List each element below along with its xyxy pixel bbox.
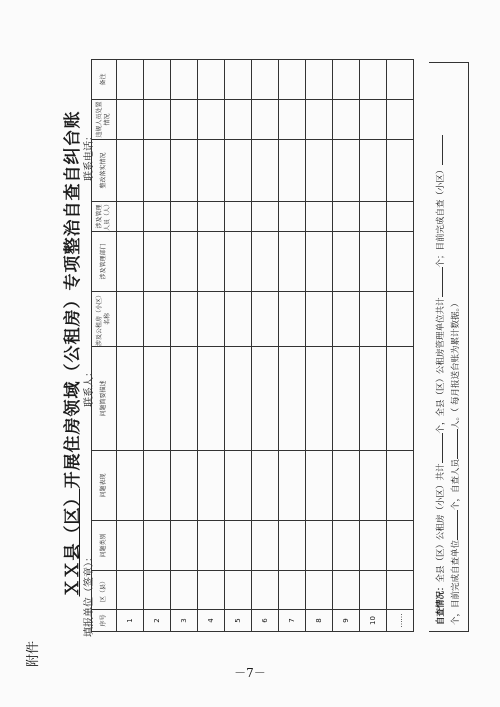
table-cell — [171, 60, 198, 100]
table-body — [117, 60, 414, 632]
table-cell — [252, 451, 279, 521]
table-cell — [333, 292, 360, 347]
row-number: 10 — [360, 610, 387, 632]
summary-text: 全县（区）公租房（小区）共计 — [436, 463, 446, 583]
table-cell — [387, 292, 414, 347]
table-cell — [198, 232, 225, 292]
table-cell — [306, 521, 333, 571]
table-cell — [117, 140, 144, 202]
table-cell — [306, 292, 333, 347]
table-cell — [171, 571, 198, 610]
table-cell — [171, 140, 198, 202]
table-cell — [252, 100, 279, 140]
summary-text: 个，自查人员 — [451, 458, 461, 510]
table-cell — [144, 571, 171, 610]
table-cell — [387, 571, 414, 610]
table-cell — [144, 100, 171, 140]
column-header: 备注 — [92, 60, 117, 100]
table-cell — [198, 100, 225, 140]
table-cell — [225, 347, 252, 451]
table-cell — [225, 202, 252, 232]
table-cell — [144, 451, 171, 521]
table-cell — [279, 140, 306, 202]
table-cell — [279, 232, 306, 292]
table-cell — [117, 292, 144, 347]
table-cell — [333, 140, 360, 202]
table-cell — [198, 202, 225, 232]
column-header: 涉及管理部门 — [92, 232, 117, 292]
table-cell — [198, 292, 225, 347]
table-cell — [117, 60, 144, 100]
table-row — [360, 60, 387, 632]
table-cell — [279, 451, 306, 521]
table-cell — [306, 232, 333, 292]
table-cell — [306, 571, 333, 610]
table-cell — [225, 100, 252, 140]
table-cell — [333, 100, 360, 140]
column-header: 涉及公租房（小区）名称 — [92, 292, 117, 347]
page-number: －7－ — [234, 666, 266, 680]
column-header: 问题简要描述 — [92, 347, 117, 451]
table-cell — [306, 100, 333, 140]
table-cell — [387, 140, 414, 202]
table-cell — [333, 202, 360, 232]
summary-text: 人。（ 每月报送台账为累计数据。） — [451, 298, 461, 429]
table-cell — [144, 140, 171, 202]
table-cell — [117, 347, 144, 451]
table-cell — [144, 232, 171, 292]
table-cell — [252, 232, 279, 292]
table-cell — [225, 60, 252, 100]
table-cell — [171, 292, 198, 347]
row-number: 5 — [225, 610, 252, 632]
table-cell — [252, 347, 279, 451]
table-cell — [360, 347, 387, 451]
table-cell — [171, 521, 198, 571]
summary-text: 个，目前完成自查单位 — [451, 539, 461, 625]
table-cell — [360, 232, 387, 292]
column-header: 区（县） — [92, 571, 117, 610]
table-cell — [252, 521, 279, 571]
table-cell — [225, 571, 252, 610]
table-cell — [198, 521, 225, 571]
table-cell — [306, 60, 333, 100]
table-row — [225, 60, 252, 632]
blank-field — [433, 433, 443, 463]
title-main: 开展住房领域（公租房）专项整治自查自纠台账 — [63, 110, 83, 489]
table-row — [117, 60, 144, 632]
row-number: 7 — [279, 610, 306, 632]
table-cell — [360, 202, 387, 232]
table-header-row — [92, 60, 117, 632]
table-cell — [279, 100, 306, 140]
table-cell — [198, 571, 225, 610]
table-cell — [117, 232, 144, 292]
column-header: 整改落实情况 — [92, 140, 117, 202]
table-cell — [333, 60, 360, 100]
row-number: …… — [387, 610, 414, 632]
table-cell — [387, 347, 414, 451]
table-row — [171, 60, 198, 632]
table-cell — [171, 202, 198, 232]
table-cell — [306, 202, 333, 232]
row-number: 8 — [306, 610, 333, 632]
table-cell — [252, 571, 279, 610]
table-cell — [117, 100, 144, 140]
table-cell — [171, 451, 198, 521]
phone-label: 联系电话： — [84, 131, 95, 181]
table-cell — [279, 60, 306, 100]
table-cell — [117, 571, 144, 610]
contact-label: 联系人： — [84, 367, 95, 407]
ledger-table — [91, 59, 414, 632]
table-cell — [198, 451, 225, 521]
row-number: 1 — [117, 610, 144, 632]
blank-field — [448, 510, 458, 540]
table-cell — [279, 292, 306, 347]
table-cell — [144, 60, 171, 100]
table-cell — [279, 521, 306, 571]
table-cell — [333, 571, 360, 610]
table-cell — [387, 521, 414, 571]
table-cell — [144, 347, 171, 451]
table-cell — [387, 60, 414, 100]
table-cell — [144, 292, 171, 347]
table-cell — [171, 347, 198, 451]
table-cell — [387, 202, 414, 232]
table-cell — [198, 347, 225, 451]
table-cell — [225, 451, 252, 521]
self-check-summary — [429, 62, 469, 632]
summary-label: 自查情况： — [436, 582, 446, 625]
row-number: 4 — [198, 610, 225, 632]
table-cell — [144, 521, 171, 571]
blank-field — [433, 267, 443, 297]
column-header: 问题类别 — [92, 521, 117, 571]
table-cell — [117, 451, 144, 521]
row-number: 9 — [333, 610, 360, 632]
table-cell — [360, 521, 387, 571]
table-cell — [117, 521, 144, 571]
row-number: 6 — [252, 610, 279, 632]
table-cell — [225, 232, 252, 292]
table-cell — [387, 451, 414, 521]
column-header: 涉及管理人员（人） — [92, 202, 117, 232]
table-cell — [252, 202, 279, 232]
blank-field — [448, 429, 458, 459]
table-cell — [306, 451, 333, 521]
row-number: 3 — [171, 610, 198, 632]
table-cell — [279, 202, 306, 232]
table-cell — [198, 60, 225, 100]
table-cell — [333, 232, 360, 292]
table-cell — [117, 202, 144, 232]
column-header: 违规人员处置情况 — [92, 100, 117, 140]
summary-text: 个；目前完成自查（小区） — [436, 165, 446, 268]
table-cell — [225, 140, 252, 202]
table-row — [198, 60, 225, 632]
table-cell — [333, 451, 360, 521]
row-number: 2 — [144, 610, 171, 632]
table-row — [387, 60, 414, 632]
table-cell — [360, 292, 387, 347]
summary-line-2 — [448, 69, 463, 625]
table-cell — [387, 100, 414, 140]
fill-unit-label: 填报单位（签章）： — [84, 552, 95, 637]
column-header: 问题表现 — [92, 451, 117, 521]
table-cell — [333, 521, 360, 571]
table-cell — [252, 60, 279, 100]
table-cell — [306, 140, 333, 202]
table-cell — [279, 347, 306, 451]
table-cell — [252, 292, 279, 347]
table-cell — [171, 100, 198, 140]
summary-line-1 — [433, 69, 448, 625]
table-cell — [171, 232, 198, 292]
table-cell — [306, 347, 333, 451]
table-cell — [252, 140, 279, 202]
column-header: 序号 — [92, 610, 117, 632]
table-row — [333, 60, 360, 632]
table-cell — [279, 571, 306, 610]
summary-text: 个，全县（区）公租房管理单位共计 — [436, 297, 446, 434]
table-cell — [387, 232, 414, 292]
title-prefix: ＸＸ县（区） — [63, 488, 83, 597]
table-cell — [225, 521, 252, 571]
table-cell — [360, 451, 387, 521]
attachment-label: 附件 — [26, 640, 41, 667]
table-row — [279, 60, 306, 632]
table-cell — [333, 347, 360, 451]
table-cell — [144, 202, 171, 232]
table-row — [306, 60, 333, 632]
table-row — [144, 60, 171, 632]
blank-field — [433, 135, 443, 165]
table-cell — [198, 140, 225, 202]
table-cell — [360, 571, 387, 610]
table-cell — [360, 60, 387, 100]
table-cell — [360, 140, 387, 202]
table-row — [252, 60, 279, 632]
table-cell — [360, 100, 387, 140]
table-cell — [225, 292, 252, 347]
